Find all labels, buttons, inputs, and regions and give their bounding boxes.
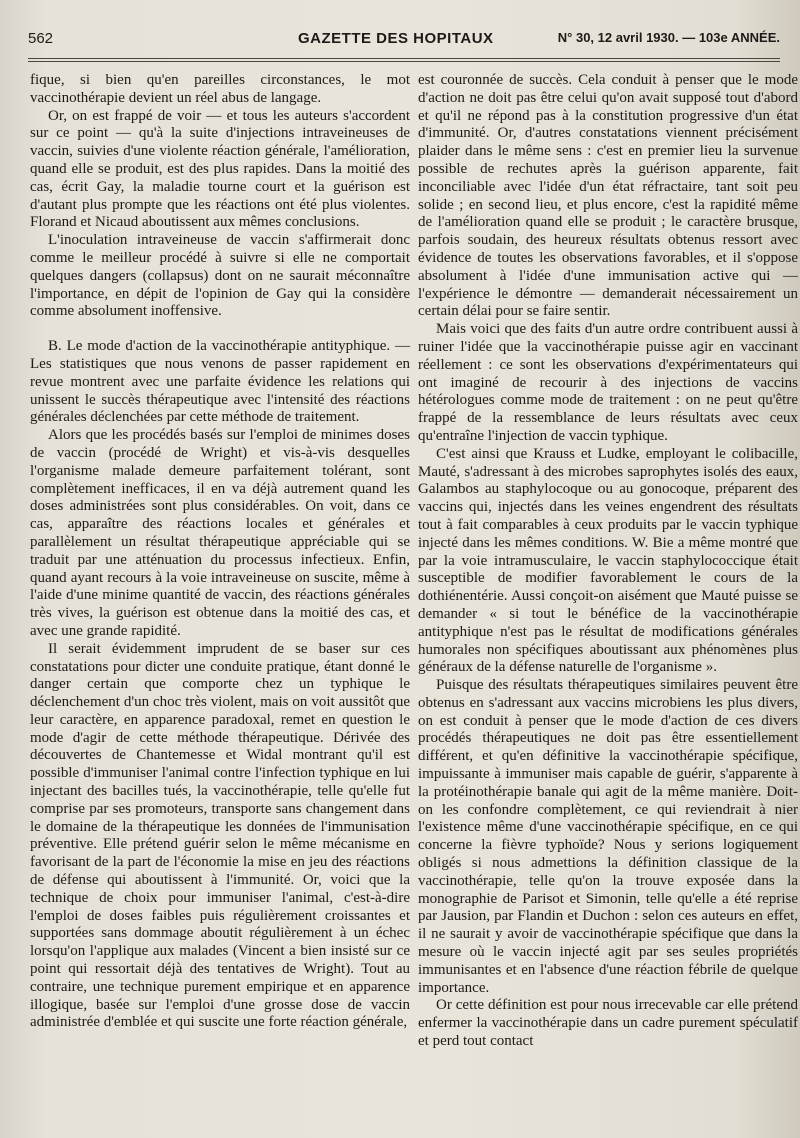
right-column [418,72,798,1051]
paragraph: C'est ainsi que Krauss et Ludke, employant le colibacille, Mauté, s'adressant à des microbes saprophytes isolés des eaux, Galambos au staphylocoque ou au gonocoque, préparent des vaccins qui, injectés dans les veines engendrent des résultats tout à fait comparables à ceux produits par le vaccin typhique injecté dans les mêmes conditions. W. Bie a même montré que par la voie intramusculaire, le vaccin staphylococcique était susceptible de modifier favorablement le cours de la dothiénentérie. Aussi conçoit-on aisément que Mauté puisse se demander « si tout le bénéfice de la vaccinothérapie antityphique n'est pas le résultat de modifications générales humorales non spécifiques aboutissant aux phénomènes plus généraux de la défense naturelle de l'organisme ». [418,445,798,676]
paragraph: Or, on est frappé de voir — et tous les auteurs s'accordent sur ce point — qu'à la suite d'injections intraveineuses de vaccin, suivies d'une violente réaction générale, l'amélioration, quand elle se produit, est des plus rapides. Dans la moitié des cas, écrit Gay, la maladie tourne court et la guérison est d'autant plus prompte que les réactions ont été plus violentes. Florand et Nicaud aboutissent aux mêmes conclusions. [30,107,410,231]
header-rule [28,58,780,62]
section-heading-paragraph: B. Le mode d'action de la vaccinothérapie antityphique. — Les statistiques que nous venons de passer rapidement en revue montrent avec une parfaite évidence les relations qui unissent le succès thérapeutique avec l'intensité des réactions générales déclenchées par cette méthode de traitement. [30,338,410,426]
page-header [28,24,780,54]
issue-info: N° 30, 12 avril 1930. — 103e ANNÉE. [557,30,780,45]
journal-title: GAZETTE DES HOPITAUX [298,30,494,47]
paragraph: Mais voici que des faits d'un autre ordre contribuent aussi à ruiner l'idée que la vaccinothérapie puisse agir en vaccinant réellement : ce sont les observations d'expérimentateurs qui ont imaginé de recourir à des injections de vaccins hétérologues comme mode de traitement : on ne peut qu'être frappé de la ressemblance de leurs résultats avec ceux qu'entraîne l'injection de vaccin typhique. [418,321,798,444]
paragraph: Alors que les procédés basés sur l'emploi de minimes doses de vaccin (procédé de Wright) et vis-à-vis desquelles l'organisme malade demeure parfaitement tolérant, sont complètement inefficaces, il en va déjà autrement quand les doses administrées sont plus considérables. On voit, dans ce cas, apparaître des réactions locales et générales et parallèlement un résultat thérapeutique appréciable qui se traduit par une atténuation du processus infectieux. Enfin, quand ayant recours à la voie intraveineuse on suscite, même à l'aide d'une minime quantité de vaccin, des réactions générales très vives, la guérison est obtenue dans la moitié des cas, et avec une grande rapidité. [30,427,410,639]
page-number: 562 [28,30,54,47]
section-spacer [30,321,410,338]
paragraph: Or cette définition est pour nous irrecevable car elle prétend enfermer la vaccinothérapie dans un cadre purement spéculatif et perd tout contact [418,997,798,1050]
left-column [30,72,410,1032]
paragraph: L'inoculation intraveineuse de vaccin s'affirmerait donc comme le meilleur procédé à suivre si elle ne comportait quelques dangers (collapsus) dont on ne saurait méconnaître l'importance, en dépit de l'opinion de Gay qui la considère comme absolument inoffensive. [30,232,410,320]
paragraph: est couronnée de succès. Cela conduit à penser que le mode d'action ne doit pas être celui qu'on avait supposé tout d'abord et qu'il ne répond pas à la constitution progressive d'un état d'immunité. Or, d'autres constatations viennent précisément plaider dans le même sens : c'est en premier lieu la survenue possible de rechutes après la guérison apparente, fait inconciliable avec l'idée d'un état réfractaire, tant soit peu solide ; en second lieu, et plus encore, c'est la rapidité même de l'amélioration quand elle se produit ; le caractère brusque, parfois soudain, des heureux résultats obtenus ressort avec évidence de toutes les observations favorables, et il s'oppose absolument à l'idée d'une immunisation active qui — l'expérience le démontre — demanderait nécessairement un certain délai pour se faire sentir. [418,72,798,320]
paragraph: fique, si bien qu'en pareilles circonstances, le mot vaccinothérapie devient un réel abus de langage. [30,72,410,106]
paragraph: Puisque des résultats thérapeutiques similaires peuvent être obtenus en s'adressant aux vaccins microbiens les plus divers, on est conduit à penser que le mode d'action de ces divers procédés thérapeutiques ne doit pas être essentiellement différent, et qu'en définitive la vaccinothérapie spécifique, impuissante à immuniser mais capable de guérir, s'apparente à la protéinothérapie banale qui agit de la même manière. Doit-on les confondre complètement, ce qui reviendrait à nier l'existence même d'une vaccinothérapie spécifique, en ce qui concerne la fièvre typhoïde? Nous y serions logiquement obligés si nous admettions la définition classique de la vaccinothérapie, telle qu'on la trouve exposée dans la monographie de Parisot et Simonin, telle qu'elle a été reprise par Jausion, par Flandin et Duchon : selon ces auteurs en effet, il ne saurait y avoir de vaccinothérapie spécifique que dans la mesure où le vaccin injecté agit par ses seules propriétés immunisantes et en l'absence d'une réaction fébrile de quelque importance. [418,677,798,996]
paragraph: Il serait évidemment imprudent de se baser sur ces constatations pour dicter une conduite pratique, étant donné le danger certain que comporte chez un typhique le déclenchement d'un choc très violent, mais on voit aussitôt que leur caractère, en apparence paradoxal, remet en question le mode d'agir de cette méthode thérapeutique. Dérivée des découvertes de Chantemesse et Widal montrant qu'il est possible d'immuniser l'animal contre l'infection typhique en lui injectant des bacilles tués, la vaccinothérapie, telle qu'elle fut comprise par ses promoteurs, transporte sans changement dans le domaine de la thérapeutique les données de l'immunisation préventive. Elle prétend guérir selon le même mécanisme en favorisant de la part de l'économie la mise en jeu des réactions de défense qui aboutissent à l'immunité. Or, voici que la technique de choix pour immuniser l'animal, c'est-à-dire l'emploi de doses faibles puis régulièrement croissantes et supportées sans dommage aboutit régulièrement à un échec lorsqu'on l'applique aux malades (Vincent a bien insisté sur ce point qui ressortait déjà des tentatives de Wright). Tout au contraire, une technique purement empirique et en apparence illogique, basée sur l'emploi d'une grosse dose de vaccin administrée d'emblée et qui suscite une forte réaction générale, [30,640,410,1031]
